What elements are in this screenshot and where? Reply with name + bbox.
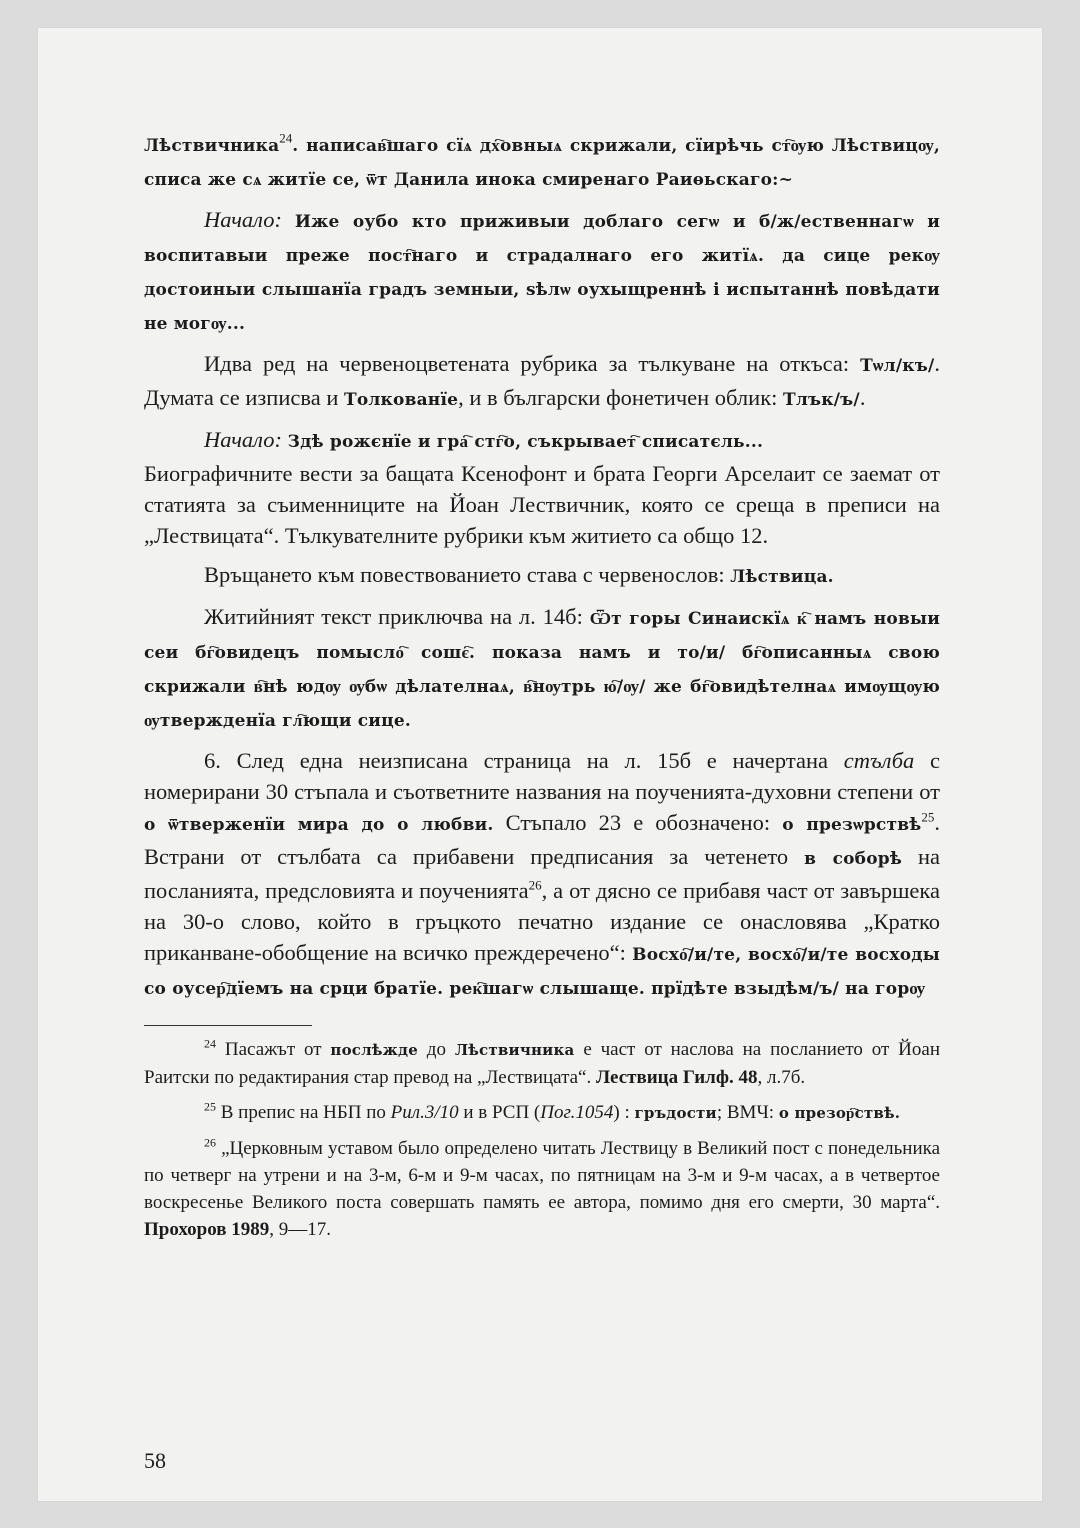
footnote-number: 24 — [204, 1036, 216, 1051]
church-slavonic-text: гръдости — [634, 1104, 717, 1122]
citation-bold: Прохоров 1989 — [144, 1219, 270, 1240]
citation-bold: Лествица Гилф. 48 — [596, 1067, 758, 1088]
church-slavonic-text: Тѡл/къ/ — [860, 356, 935, 376]
paragraph-ending — [144, 601, 940, 737]
footnote-text: , 9—17. — [269, 1219, 332, 1240]
body-text: на посланията, предсловията и поученията — [144, 844, 940, 903]
body-text: Стъпало 23 е обозначено: — [493, 810, 783, 835]
footnote-text: ; ВМЧ: — [716, 1102, 779, 1123]
footnote-text: е част от наслова на посланието от Йоан Раитски по редактирания стар превод на „Лествицата“. — [144, 1039, 941, 1088]
paragraph-incipit-2 — [144, 424, 940, 458]
page-body — [144, 128, 940, 1251]
church-slavonic-text: Лѣствичника — [144, 136, 280, 156]
book-page — [38, 28, 1042, 1501]
footnote-text: „Церковным уставом было определено читать Лествицу в Великий пост с понедельника по четверг на утрени и на 3-м, 6-м и 9-м часах, по пятницам на 3-м и 9-м часах, а в четвертое воскресенье Великого поста совершать память ее автора, помимо дня его смерти, 30 марта“. — [144, 1138, 941, 1213]
paragraph-rubric — [144, 348, 940, 416]
body-text: Връщането към повествованието става с червенослов: — [204, 562, 731, 587]
footnote-text: и в РСП ( — [458, 1102, 541, 1123]
paragraph-biography: Биографичните вести за бащата Ксенофонт и брата Георги Арселаит се заемат от статията за съименниците на Йоан Лествичник, която се среща в преписи на „Лествицата“. Тълкувателните рубрики към житието са общо 12. — [144, 461, 940, 548]
church-slavonic-text: Лѣствичника — [454, 1041, 575, 1059]
shelfmark-italic: Пог.1054 — [540, 1102, 614, 1123]
church-slavonic-text: в соборѣ — [804, 849, 902, 869]
body-text: . Думата се изписва и — [144, 351, 940, 410]
body-text: Идва ред на червеноцветената рубрика за тълкуване на откъса: — [204, 351, 861, 376]
body-text: , и в български фонетичен облик: — [458, 385, 784, 410]
church-slavonic-text: о презор҇ствѣ. — [778, 1104, 901, 1122]
church-slavonic-text: Лѣствица. — [730, 567, 834, 587]
shelfmark-italic: Рил.3/10 — [390, 1102, 459, 1123]
incipit-label: Начало: — [204, 427, 283, 452]
paragraph-title-continuation — [144, 128, 940, 196]
body-text: , а от дясно се прибавя част от завършека на 30-о слово, който в гръцкото печатно издание се онасловява „Кратко приканване-обобщение на всичко преждеречено“: — [144, 878, 940, 965]
church-slavonic-text: послѣжде — [330, 1041, 418, 1059]
footnote-24 — [144, 1036, 940, 1091]
body-text: Житийният текст приключва на л. 14б: — [204, 604, 590, 629]
incipit-label: Начало: — [204, 207, 283, 232]
body-text: с номерирани 30 стъпала и съответните названия на поученията-духовни степени от — [144, 748, 940, 804]
footnote-text: В препис на НБП по — [220, 1102, 391, 1123]
footnote-text: ) : — [613, 1102, 635, 1123]
paragraph-ladder — [144, 745, 940, 1005]
paragraph-incipit-1 — [144, 204, 940, 340]
page-number: 58 — [144, 1448, 166, 1473]
italic-term: стълба — [843, 748, 915, 773]
footnote-text: , л.7б. — [757, 1067, 806, 1088]
footnote-number: 25 — [204, 1099, 216, 1114]
church-slavonic-text: Иже оубо кто приживыи доблаго сегѡ и б/ж/ественнагѡ и воспитавыи преже пост҇наго и страдалнаго его житїѧ. да сице рекѹ достоиныи слышанїа градъ земныи, ѕѣлѡ оухыщреннѣ і испытаннѣ повѣдати не могѹ... — [144, 212, 940, 334]
footnote-divider — [144, 1025, 312, 1026]
church-slavonic-text: . написав҇шаго сїѧ дх҇овныѧ скрижали, сїирѣчь ст҇ѹю Лѣствицѹ, списа же сѧ житїе се, ѿт Данила инока смиренаго Раиѳьскаго:~ — [144, 136, 940, 190]
church-slavonic-text: Здѣ рожєнїе и гра҇ стг҇о, съкрывает҇ списатєль... — [287, 432, 764, 452]
footnote-ref[interactable]: 25 — [921, 809, 935, 825]
body-text: . Встрани от стълбата са прибавени предписания за четенето — [144, 810, 940, 869]
body-text: . — [859, 385, 866, 410]
footnote-26 — [144, 1135, 940, 1243]
paragraph-return — [144, 559, 940, 593]
body-text: 6. След една неизписана страница на л. 15б е начертана — [204, 748, 844, 773]
church-slavonic-text: Ѿт горы Синаискїѧ к҇ намъ новыи сеи бг҇овидецъ помысло҇ сошє҇. показа намъ и то/и/ бг҇описанныѧ свою скрижали в҇нѣ юдѹ ѹбѡ дѣлателнаѧ, в҇нѹтрь ю҇/ѹ/ же бг҇овидѣтелнаѧ имѹщѹю ѹтвержденїа гл҇ющи сице. — [144, 609, 941, 731]
church-slavonic-text: о ѿтверженїи мира до о любви. — [144, 815, 494, 835]
footnote-ref[interactable]: 24 — [279, 130, 293, 146]
footnote-25 — [144, 1099, 940, 1127]
church-slavonic-text: Восхо҇/и/те, восхо҇/и/те восходы со оусер҇дїемъ на срци братїе. рек҇шагѡ слышаще. прїдѣте взыдѣм/ъ/ на горѹ — [144, 945, 941, 999]
footnote-number: 26 — [204, 1135, 216, 1150]
church-slavonic-text: о презѡрствѣ — [782, 815, 922, 835]
footnote-ref[interactable]: 26 — [528, 877, 542, 893]
footnote-text: Пасажът от — [224, 1039, 331, 1060]
footnote-text: до — [417, 1039, 455, 1060]
church-slavonic-text: Толкованїе — [343, 390, 459, 410]
church-slavonic-text: Тлък/ъ/ — [783, 390, 860, 410]
